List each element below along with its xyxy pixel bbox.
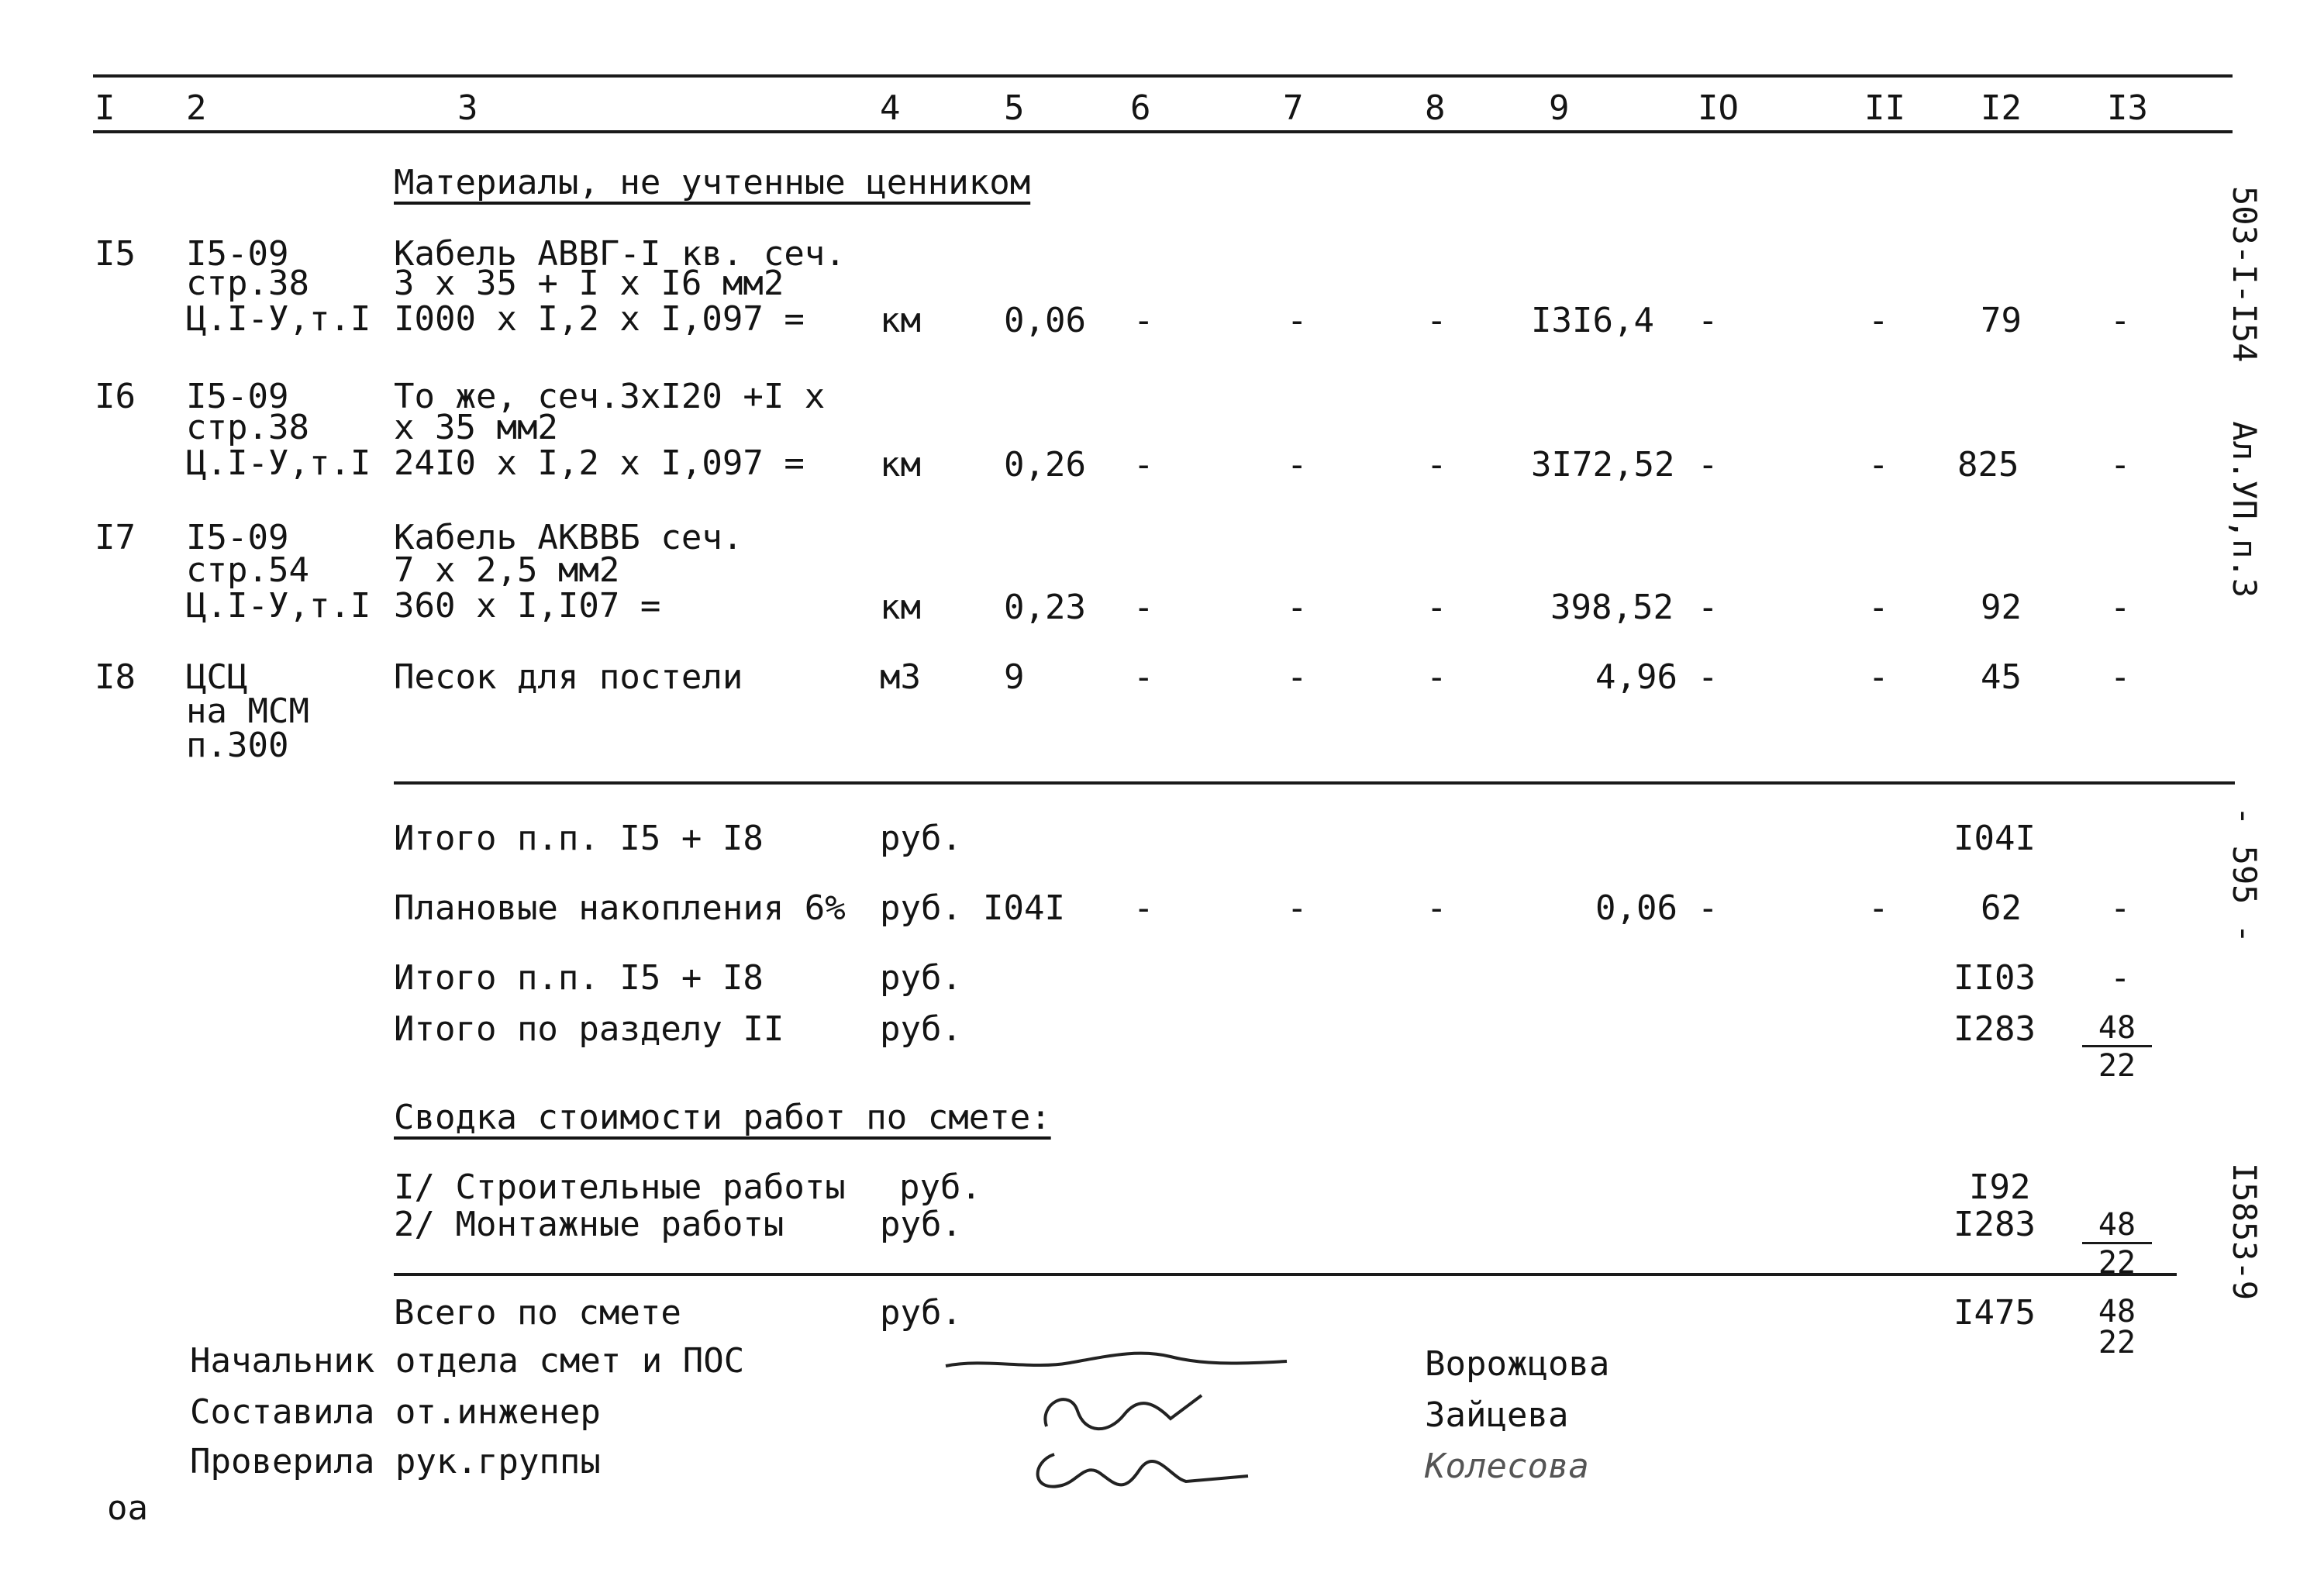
- summary-title: Сводка стоимости работ по смете:: [394, 1098, 1051, 1137]
- signatory-name: Колесова: [1425, 1447, 1589, 1486]
- row-code: Ц.I-У,т.I: [186, 586, 371, 626]
- row-col12: 79: [1981, 301, 2022, 340]
- summary-label: 2/ Монтажные работы: [394, 1205, 784, 1244]
- row-quantity: 0,06: [1004, 301, 1086, 340]
- row-description: 24I0 х I,2 х I,097 =: [394, 443, 805, 483]
- row-col6: -: [1133, 301, 1154, 340]
- row-col10: -: [1698, 888, 1719, 928]
- signatory-title: Проверила рук.группы: [190, 1442, 601, 1481]
- row-col11: -: [1868, 657, 1889, 697]
- row-col9: I3I6,4: [1531, 301, 1654, 340]
- row-code: I5-09: [186, 518, 289, 557]
- row-col12: 92: [1981, 588, 2022, 627]
- section-total-fraction: [2082, 1010, 2152, 1084]
- row-description: х 35 мм2: [394, 408, 558, 447]
- footer-code: оа: [107, 1488, 148, 1528]
- row-code: п.300: [186, 726, 289, 765]
- side-annotation-3: I5853-9: [2226, 1163, 2264, 1301]
- row-col7: -: [1287, 657, 1308, 697]
- row-col11: -: [1868, 588, 1889, 627]
- row-col13: -: [2110, 888, 2131, 928]
- section-total-amount: I283: [1953, 1009, 2036, 1049]
- row-col9: 398,52: [1550, 588, 1674, 627]
- overhead-amount: 62: [1981, 888, 2022, 928]
- row-col13: -: [2110, 445, 2131, 485]
- subtotal-rule: [394, 781, 2235, 785]
- total-label: Итого п.п. I5 + I8: [394, 819, 764, 858]
- row-col12: 45: [1981, 657, 2022, 697]
- grand-total-rule: [394, 1273, 2177, 1276]
- row-col6: -: [1133, 588, 1154, 627]
- row-code: I5-09: [186, 234, 289, 274]
- row-col8: -: [1426, 657, 1447, 697]
- total-label: Итого п.п. I5 + I8: [394, 958, 764, 998]
- row-code: Ц.I-У,т.I: [186, 443, 371, 483]
- fraction-top: 48: [2098, 1294, 2136, 1330]
- col-header-4: 4: [880, 88, 901, 128]
- row-col9: 3I72,52: [1531, 445, 1675, 485]
- grand-total-unit: руб.: [880, 1293, 962, 1333]
- row-unit: м3: [880, 657, 921, 697]
- signatory-title: Составила от.инженер: [190, 1392, 601, 1432]
- grand-total-amount: I475: [1953, 1293, 2036, 1333]
- row-description: 3 х 35 + I х I6 мм2: [394, 264, 784, 303]
- top-rule: [93, 74, 2233, 78]
- row-description: Песок для постели: [394, 657, 743, 697]
- header-rule: [93, 130, 2233, 133]
- row-number: I6: [95, 377, 136, 416]
- row-number: I5: [95, 234, 136, 274]
- section-title: Материалы, не учтенные ценником: [394, 163, 1031, 202]
- row-quantity: 0,23: [1004, 588, 1086, 627]
- row-col7: -: [1287, 301, 1308, 340]
- row-description: 360 х I,I07 =: [394, 586, 661, 626]
- fraction-bottom: 22: [2098, 1325, 2136, 1361]
- fraction-bottom: 22: [2098, 1048, 2136, 1084]
- row-col10: -: [1698, 301, 1719, 340]
- row-number: I8: [95, 657, 136, 697]
- row-code: на МСМ: [186, 691, 309, 731]
- row-col10: -: [1698, 588, 1719, 627]
- summary-amount: I283: [1953, 1205, 2036, 1244]
- row-code: стр.38: [186, 264, 309, 303]
- row-col13: -: [2110, 301, 2131, 340]
- row-col10: -: [1698, 657, 1719, 697]
- row-col7: -: [1287, 445, 1308, 485]
- row-col13: -: [2110, 657, 2131, 697]
- grand-total-fraction: [2082, 1294, 2152, 1361]
- signature-scribble-3: [1023, 1439, 1256, 1509]
- row-col8: -: [1426, 888, 1447, 928]
- col-header-1: I: [95, 88, 116, 128]
- row-col11: -: [1868, 445, 1889, 485]
- row-col8: -: [1426, 588, 1447, 627]
- signatory-title: Начальник отдела смет и ПОС: [190, 1341, 745, 1381]
- col-header-10: IO: [1698, 88, 1739, 128]
- signatory-name: Ворожцова: [1425, 1344, 1610, 1384]
- side-annotation-2: - 595 -: [2226, 806, 2264, 944]
- row-quantity: 0,26: [1004, 445, 1086, 485]
- signature-scribble-1: [938, 1335, 1295, 1381]
- row-description: Кабель АКВВБ сеч.: [394, 518, 743, 557]
- total-unit: руб.: [880, 958, 962, 998]
- row-code: стр.54: [186, 550, 309, 590]
- row-col6: -: [1133, 445, 1154, 485]
- section-total-unit: руб.: [880, 1009, 962, 1049]
- fraction-bottom: 22: [2098, 1245, 2136, 1281]
- row-col10: -: [1698, 445, 1719, 485]
- summary-amount: I92: [1969, 1167, 2031, 1207]
- row-code: Ц.I-У,т.I: [186, 299, 371, 339]
- fraction-top: 48: [2098, 1010, 2136, 1046]
- side-annotation-1: 503-I-I54 Ал.УП,п.3: [2226, 186, 2264, 598]
- row-col8: -: [1426, 301, 1447, 340]
- col-header-9: 9: [1549, 88, 1570, 128]
- col-header-12: I2: [1981, 88, 2022, 128]
- col-header-2: 2: [186, 88, 207, 128]
- row-col12: 825: [1957, 445, 2019, 485]
- summary-fraction: [2082, 1207, 2152, 1281]
- signature-scribble-2: [1023, 1380, 1217, 1442]
- col-header-8: 8: [1425, 88, 1446, 128]
- row-code: стр.38: [186, 408, 309, 447]
- row-col11: -: [1868, 301, 1889, 340]
- row-code: ЦСЦ: [186, 657, 248, 697]
- col-header-13: I3: [2107, 88, 2148, 128]
- row-unit: км: [880, 445, 921, 485]
- summary-label: I/ Строительные работы: [394, 1167, 846, 1207]
- row-code: I5-09: [186, 377, 289, 416]
- row-description: Кабель АВВГ-I кв. сеч.: [394, 234, 846, 274]
- row-col13: -: [2110, 588, 2131, 627]
- summary-unit: руб.: [899, 1167, 981, 1207]
- row-description: То же, сеч.3хI20 +I х: [394, 377, 826, 416]
- total-unit: руб.: [880, 819, 962, 858]
- row-number: I7: [95, 518, 136, 557]
- total-amount: II03: [1953, 958, 2036, 998]
- row-col11: -: [1868, 888, 1889, 928]
- row-col6: -: [1133, 888, 1154, 928]
- row-col7: -: [1287, 888, 1308, 928]
- overhead-unit: руб.: [880, 888, 962, 928]
- col-header-7: 7: [1283, 88, 1304, 128]
- overhead-label: Плановые накопления 6%: [394, 888, 846, 928]
- row-col6: -: [1133, 657, 1154, 697]
- col-header-5: 5: [1004, 88, 1025, 128]
- row-quantity: 9: [1004, 657, 1025, 697]
- summary-unit: руб.: [880, 1205, 962, 1244]
- row-col9: 4,96: [1595, 657, 1677, 697]
- col-header-6: 6: [1130, 88, 1151, 128]
- row-col13: -: [2110, 958, 2131, 998]
- row-col7: -: [1287, 588, 1308, 627]
- row-description: I000 х I,2 х I,097 =: [394, 299, 805, 339]
- signatory-name: Зайцева: [1425, 1395, 1569, 1435]
- col-header-11: II: [1864, 88, 1905, 128]
- row-unit: км: [880, 588, 921, 627]
- row-unit: км: [880, 301, 921, 340]
- fraction-top: 48: [2098, 1207, 2136, 1243]
- row-description: 7 х 2,5 мм2: [394, 550, 620, 590]
- row-col8: -: [1426, 445, 1447, 485]
- grand-total-label: Всего по смете: [394, 1293, 681, 1333]
- section-total-label: Итого по разделу II: [394, 1009, 784, 1049]
- total-amount: I04I: [1953, 819, 2036, 858]
- overhead-rate: 0,06: [1595, 888, 1677, 928]
- col-header-3: 3: [457, 88, 478, 128]
- overhead-base: I04I: [983, 888, 1065, 928]
